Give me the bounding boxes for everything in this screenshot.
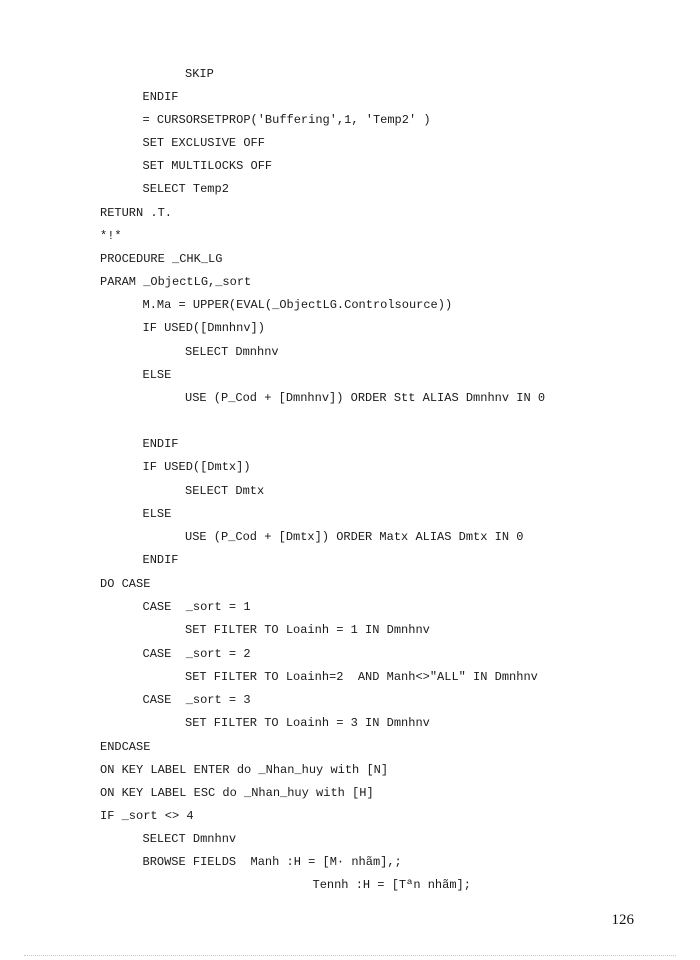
code-line: ENDIF <box>142 553 179 567</box>
page-number: 126 <box>611 912 634 928</box>
code-line: IF _sort <> 4 <box>100 809 194 823</box>
code-line: *!* <box>100 229 122 243</box>
code-line: CASE _sort = 3 <box>142 693 251 707</box>
code-line: M.Ma = UPPER(EVAL(_ObjectLG.Controlsource)) <box>142 298 453 312</box>
code-line: ENDCASE <box>100 740 151 754</box>
footer-divider <box>24 955 676 956</box>
code-line: ELSE <box>142 507 172 521</box>
code-line: ENDIF <box>142 90 179 104</box>
code-line: USE (P_Cod + [Dmtx]) ORDER Matx ALIAS Dmtx IN 0 <box>185 530 524 544</box>
code-line: ON KEY LABEL ENTER do _Nhan_huy with [N] <box>100 763 389 777</box>
code-line: DO CASE <box>100 577 151 591</box>
code-line: SELECT Dmnhnv <box>185 345 279 359</box>
code-line: IF USED([Dmtx]) <box>142 460 251 474</box>
code-line: Tennh :H = [Tªn nhãm]; <box>312 878 471 892</box>
code-line: SKIP <box>185 67 214 81</box>
code-line: SET EXCLUSIVE OFF <box>142 136 265 150</box>
code-line: SELECT Temp2 <box>142 182 229 196</box>
code-line: RETURN .T. <box>100 206 173 220</box>
code-line: IF USED([Dmnhnv]) <box>142 321 265 335</box>
code-line: SET FILTER TO Loainh = 3 IN Dmnhnv <box>185 716 430 730</box>
code-line: SET MULTILOCKS OFF <box>142 159 273 173</box>
code-line: ELSE <box>142 368 172 382</box>
code-line: SET FILTER TO Loainh = 1 IN Dmnhnv <box>185 623 430 637</box>
code-line: ON KEY LABEL ESC do _Nhan_huy with [H] <box>100 786 374 800</box>
code-line: ENDIF <box>142 437 179 451</box>
code-line: SELECT Dmtx <box>185 484 265 498</box>
code-line: PARAM _ObjectLG,_sort <box>100 275 252 289</box>
code-line: CASE _sort = 2 <box>142 647 251 661</box>
code-line: SELECT Dmnhnv <box>142 832 237 846</box>
code-line: SET FILTER TO Loainh=2 AND Manh<>"ALL" IN Dmnhnv <box>185 670 538 684</box>
code-line: BROWSE FIELDS Manh :H = [M· nhãm],; <box>142 855 402 869</box>
code-line: USE (P_Cod + [Dmnhnv]) ORDER Stt ALIAS Dmnhnv IN 0 <box>185 391 546 405</box>
code-line: = CURSORSETPROP('Buffering',1, 'Temp2' ) <box>142 113 431 127</box>
code-line: CASE _sort = 1 <box>142 600 251 614</box>
code-line: PROCEDURE _CHK_LG <box>100 252 223 266</box>
